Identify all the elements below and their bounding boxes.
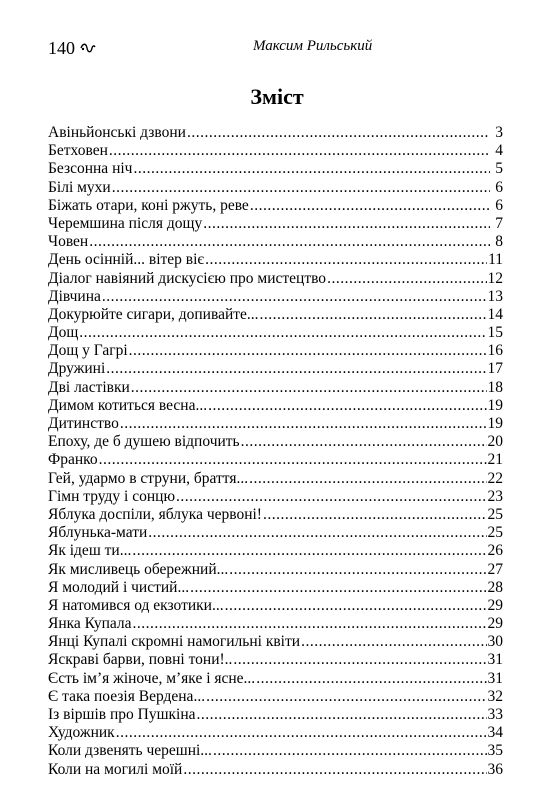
toc-entry-title: Гей, удармо в струни, браття... bbox=[48, 469, 249, 487]
toc-entry-title: Є така поезія Вердена... bbox=[48, 687, 206, 705]
toc-entry bbox=[48, 633, 503, 651]
toc-dot-leader bbox=[176, 488, 486, 506]
toc-entry-title: Як ідеш ти... bbox=[48, 542, 132, 560]
toc-entry bbox=[48, 360, 503, 378]
toc-entry-title: Човен bbox=[48, 233, 89, 251]
toc-entry bbox=[48, 324, 503, 342]
toc-entry-page: 36 bbox=[487, 760, 503, 778]
toc-entry bbox=[48, 615, 503, 633]
toc-entry-page: 32 bbox=[487, 687, 503, 705]
toc-dot-leader bbox=[133, 615, 487, 633]
toc-entry-title: Черемшина після дощу bbox=[48, 214, 203, 232]
toc-entry-title: Єсть ім’я жіноче, м’яке і ясне... bbox=[48, 669, 256, 687]
page-number: 140 bbox=[48, 38, 75, 58]
toc-entry-title: Гімн труду і сонцю bbox=[48, 487, 176, 505]
toc-entry-title: Безсонна ніч bbox=[48, 160, 133, 178]
toc-dot-leader bbox=[99, 451, 487, 469]
toc-dot-leader bbox=[263, 506, 487, 524]
toc-entry-page: 23 bbox=[487, 487, 503, 505]
toc-entry-page: 29 bbox=[487, 596, 503, 614]
toc-entry-page: 30 bbox=[487, 633, 503, 651]
toc-entry-title: Білі мухи bbox=[48, 178, 111, 196]
toc-entry-title: Янка Купала bbox=[48, 615, 132, 633]
page-header bbox=[48, 32, 503, 56]
toc-entry-page: 6 bbox=[495, 196, 503, 214]
toc-entry bbox=[48, 761, 503, 779]
toc-entry bbox=[48, 415, 503, 433]
toc-entry-title: Дві ластівки bbox=[48, 378, 130, 396]
toc-entry-page: 25 bbox=[487, 505, 503, 523]
toc-entry bbox=[48, 379, 503, 397]
toc-entry bbox=[48, 506, 503, 524]
toc-dot-leader bbox=[131, 379, 487, 397]
table-of-contents bbox=[48, 124, 503, 779]
toc-dot-leader bbox=[133, 160, 490, 178]
toc-entry-page: 11 bbox=[488, 251, 503, 269]
toc-dot-leader bbox=[109, 142, 490, 160]
toc-entry bbox=[48, 142, 503, 160]
toc-entry-page: 19 bbox=[487, 415, 503, 432]
toc-dot-leader bbox=[79, 324, 486, 342]
toc-dot-leader bbox=[260, 306, 487, 324]
toc-entry-title: Коли на могилі моїй bbox=[48, 760, 183, 778]
toc-dot-leader bbox=[241, 433, 487, 451]
toc-entry bbox=[48, 451, 503, 469]
toc-entry bbox=[48, 651, 503, 669]
toc-dot-leader bbox=[183, 761, 486, 779]
toc-dot-leader bbox=[206, 688, 486, 706]
toc-entry-page: 26 bbox=[487, 542, 503, 560]
toc-entry bbox=[48, 579, 503, 597]
toc-entry-title: Дощ bbox=[48, 324, 79, 342]
toc-dot-leader bbox=[132, 542, 486, 560]
toc-entry-title: Дитинство bbox=[48, 415, 119, 432]
toc-entry-title: Із віршів про Пушкіна bbox=[48, 706, 196, 723]
toc-entry bbox=[48, 288, 503, 306]
toc-entry bbox=[48, 742, 503, 760]
toc-entry-title: Франко bbox=[48, 451, 98, 469]
toc-entry-page: 13 bbox=[487, 287, 503, 305]
toc-entry-page: 15 bbox=[487, 324, 503, 342]
toc-dot-leader bbox=[229, 561, 486, 579]
toc-entry bbox=[48, 215, 503, 233]
toc-entry bbox=[48, 251, 503, 269]
toc-entry-title: Я молодий і чистий... bbox=[48, 578, 190, 596]
toc-entry-title: Дружині bbox=[48, 360, 106, 378]
toc-entry bbox=[48, 160, 503, 178]
toc-entry-page: 22 bbox=[487, 469, 503, 487]
toc-dot-leader bbox=[233, 651, 486, 669]
toc-dot-leader bbox=[205, 251, 487, 269]
toc-entry-page: 25 bbox=[487, 524, 503, 542]
toc-entry-title: Яблунька-мати bbox=[48, 524, 148, 542]
toc-dot-leader bbox=[213, 742, 487, 760]
toc-entry-page: 29 bbox=[487, 615, 503, 633]
toc-entry bbox=[48, 179, 503, 197]
toc-dot-leader bbox=[102, 288, 487, 306]
running-head: Максим Рильський bbox=[253, 38, 373, 54]
toc-entry-page: 4 bbox=[495, 142, 503, 160]
toc-entry-page: 20 bbox=[487, 433, 503, 451]
toc-entry-page: 31 bbox=[487, 651, 503, 669]
toc-dot-leader bbox=[250, 197, 490, 215]
toc-entry-page: 14 bbox=[487, 305, 503, 323]
toc-entry bbox=[48, 488, 503, 506]
toc-entry-page: 16 bbox=[487, 342, 503, 360]
toc-entry-page: 34 bbox=[487, 724, 503, 742]
toc-entry-page: 35 bbox=[487, 742, 503, 760]
toc-dot-leader bbox=[197, 706, 487, 724]
toc-entry-title: Діалог навіяний дискусією про мистецтво bbox=[48, 269, 327, 287]
toc-dot-leader bbox=[187, 124, 490, 142]
toc-entry-page: 33 bbox=[487, 706, 503, 723]
toc-dot-leader bbox=[249, 470, 486, 488]
toc-entry bbox=[48, 124, 503, 142]
toc-entry-page: 12 bbox=[487, 269, 503, 287]
ornament-icon bbox=[80, 43, 96, 53]
toc-entry-page: 5 bbox=[495, 160, 503, 178]
toc-dot-leader bbox=[208, 397, 486, 415]
toc-entry-title: Я натомився од екзотики... bbox=[48, 596, 224, 614]
toc-entry bbox=[48, 233, 503, 251]
toc-dot-leader bbox=[89, 233, 490, 251]
toc-entry-title: День осінній... вітер віє bbox=[48, 251, 205, 269]
toc-entry-title: Епоху, де б душею відпочить bbox=[48, 433, 240, 451]
toc-entry bbox=[48, 724, 503, 742]
toc-entry bbox=[48, 306, 503, 324]
toc-entry bbox=[48, 524, 503, 542]
page-title: Зміст bbox=[250, 84, 304, 109]
toc-entry-page: 3 bbox=[495, 124, 503, 141]
toc-entry-page: 28 bbox=[487, 578, 503, 596]
toc-dot-leader bbox=[120, 415, 487, 433]
toc-dot-leader bbox=[129, 342, 487, 360]
toc-entry bbox=[48, 561, 503, 579]
toc-entry bbox=[48, 597, 503, 615]
toc-entry-title: Як мисливець обережний... bbox=[48, 560, 229, 578]
toc-entry bbox=[48, 470, 503, 488]
toc-dot-leader bbox=[327, 270, 486, 288]
toc-entry-page: 19 bbox=[487, 396, 503, 414]
toc-entry-title: Бетховен bbox=[48, 142, 108, 160]
toc-entry-title: Дівчина bbox=[48, 287, 101, 305]
toc-entry-title: Докурюйте сигари, допивайте... bbox=[48, 305, 259, 323]
toc-entry-title: Яблука доспіли, яблука червоні! bbox=[48, 505, 262, 523]
toc-entry-page: 27 bbox=[487, 560, 503, 578]
toc-entry-title: Авіньйонські дзвони bbox=[48, 124, 186, 141]
toc-entry-title: Яскраві барви, повні тони!.. bbox=[48, 651, 233, 669]
toc-entry-title: Біжать отари, коні ржуть, реве bbox=[48, 196, 249, 214]
toc-dot-leader bbox=[106, 360, 486, 378]
toc-entry bbox=[48, 433, 503, 451]
toc-entry bbox=[48, 670, 503, 688]
toc-entry bbox=[48, 270, 503, 288]
toc-dot-leader bbox=[112, 179, 490, 197]
toc-entry bbox=[48, 342, 503, 360]
toc-dot-leader bbox=[116, 724, 487, 742]
toc-entry bbox=[48, 397, 503, 415]
toc-entry-page: 7 bbox=[495, 214, 503, 232]
toc-dot-leader bbox=[148, 524, 486, 542]
toc-entry bbox=[48, 706, 503, 724]
toc-dot-leader bbox=[301, 633, 486, 651]
toc-entry-page: 31 bbox=[487, 669, 503, 687]
toc-entry-title: Димом котиться весна... bbox=[48, 396, 208, 414]
toc-entry bbox=[48, 688, 503, 706]
toc-entry-page: 17 bbox=[487, 360, 503, 378]
toc-entry-title: Дощ у Гагрі bbox=[48, 342, 128, 360]
toc-dot-leader bbox=[203, 215, 490, 233]
toc-entry-page: 8 bbox=[495, 233, 503, 251]
toc-dot-leader bbox=[256, 670, 486, 688]
toc-entry-title: Янці Купалі скромні намогильні квіти bbox=[48, 633, 301, 651]
toc-entry-title: Коли дзвенять черешні... bbox=[48, 742, 212, 760]
toc-dot-leader bbox=[225, 597, 487, 615]
toc-entry-page: 6 bbox=[495, 178, 503, 196]
toc-dot-leader bbox=[190, 579, 486, 597]
toc-entry-title: Художник bbox=[48, 724, 115, 742]
toc-entry bbox=[48, 542, 503, 560]
toc-entry bbox=[48, 197, 503, 215]
toc-entry-page: 21 bbox=[487, 451, 503, 469]
toc-entry-page: 18 bbox=[487, 378, 503, 396]
